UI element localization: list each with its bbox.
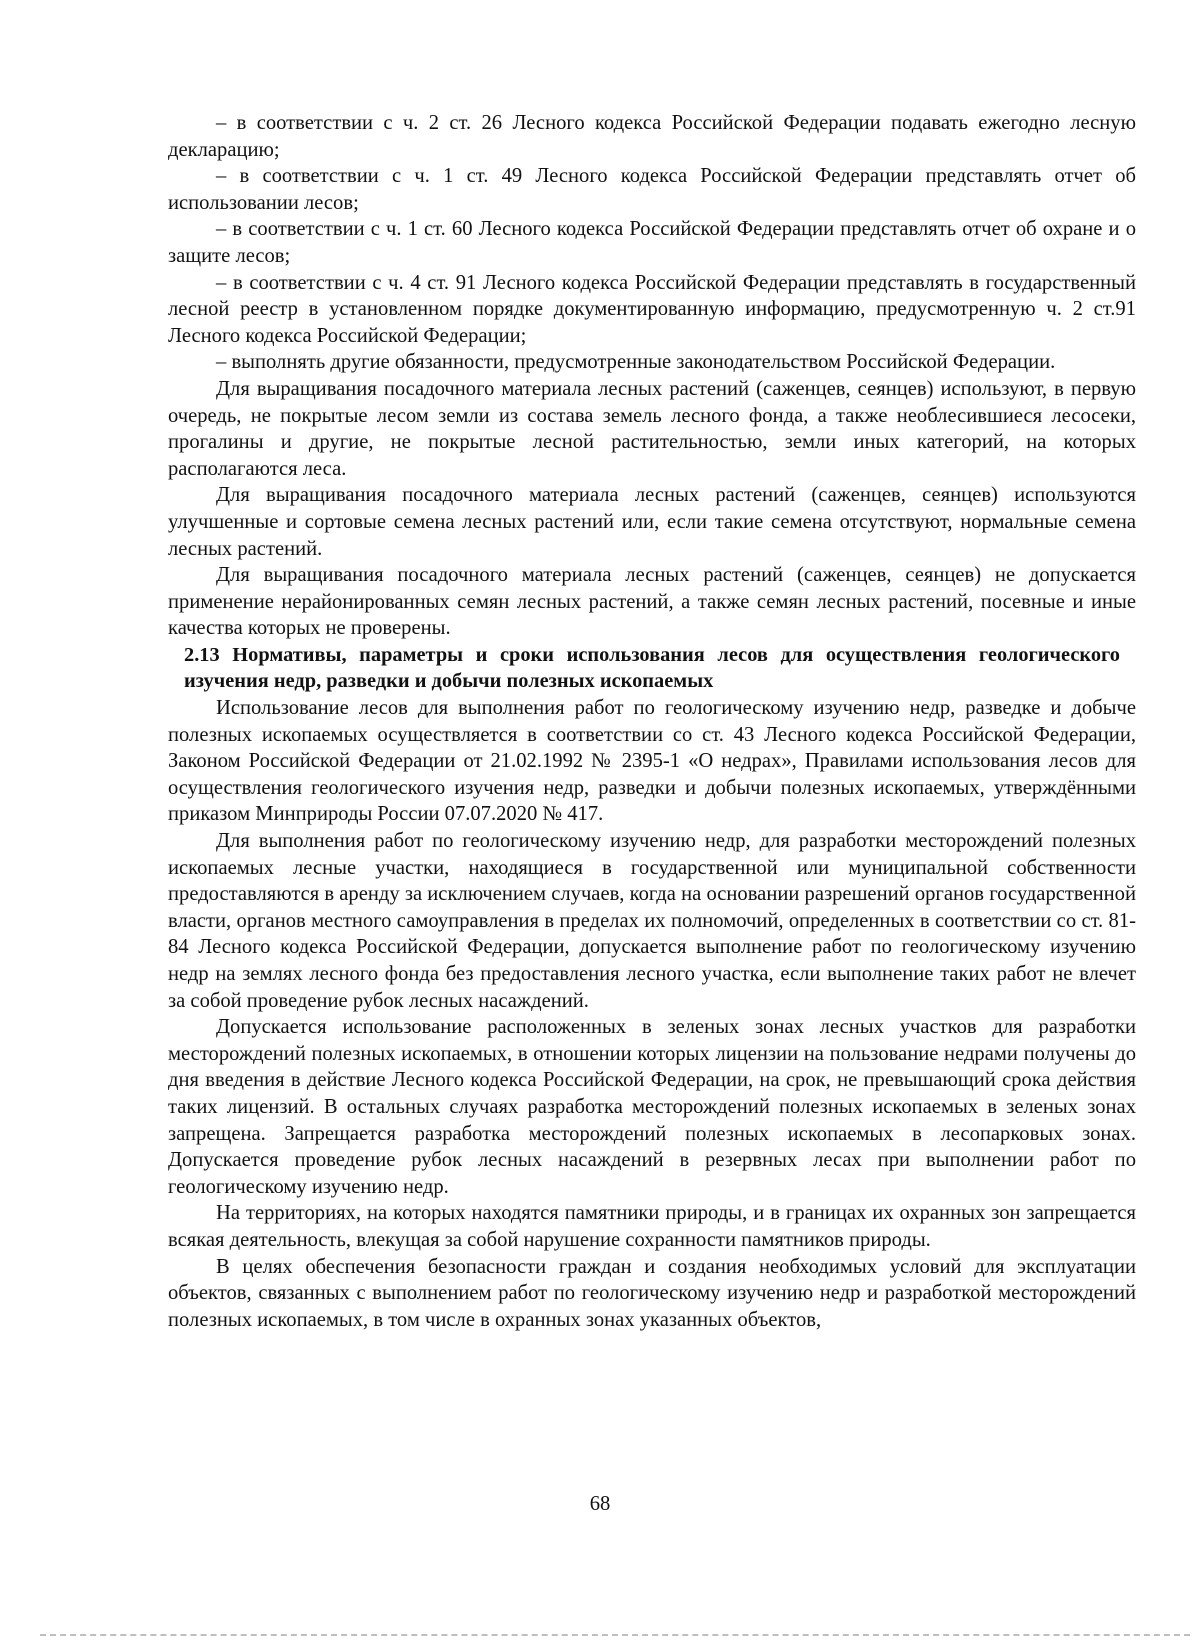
paragraph-bezopasnost: В целях обеспечения безопасности граждан и создания необходимых условий для эксплуатации объектов, связанных с выполнением работ по геологическому изучению недр и разработкой месторождений полезных ископаемых, в том числе в охранных зонах указанных объектов, — [168, 1255, 1136, 1331]
paragraph-lesnoy-reestr: – в соответствии с ч. 4 ст. 91 Лесного кодекса Российской Федерации представлять в государственный лесной реестр в установленном порядке документированную информацию, предусмотренную ч. 2 ст.91 Лесного кодекса Российской Федерации; — [168, 271, 1136, 347]
paragraph-pamyatniki-prirody: На территориях, на которых находятся памятники природы, и в границах их охранных зон запрещается всякая деятельность, влекущая за собой нарушение сохранности памятников природы. — [168, 1202, 1136, 1251]
document-page — [168, 110, 1136, 1333]
paragraph-predostavlenie-uchastkov: Для выполнения работ по геологическому изучению недр, для разработки месторождений полезных ископаемых лесные участки, находящиеся в государственной или муниципальной собственности предоставляются в аренду за исключением случаев, когда на основании разрешений органов государственной власти, органов местного самоуправления в пределах их полномочий, определенных в соответствии со ст. 81-84 Лесного кодекса Российской Федерации, допускается выполнение работ по геологическому изучению недр на землях лесного фонда без предоставления лесного участка, если выполнение таких работ не влечет за собой проведение рубок лесных насаждений. — [168, 830, 1136, 1012]
paragraph-ispolzovanie-lesov: Использование лесов для выполнения работ по геологическому изучению недр, разведке и добыче полезных ископаемых осуществляется в соответствии со ст. 43 Лесного кодекса Российской Федерации, Законом Российской Федерации от 21.02.1992 № 2395-1 «О недрах», Правилами использования лесов для осуществления геологического изучения недр, разведки и добычи полезных ископаемых, утверждёнными приказом Минприроды России 07.07.2020 № 417. — [168, 697, 1136, 826]
paragraph-otchet-ohrana: – в соответствии с ч. 1 ст. 60 Лесного кодекса Российской Федерации представлять отчет об охране и о защите лесов; — [168, 218, 1136, 267]
paragraph-drugie-obyazannosti: – выполнять другие обязанности, предусмотренные законодательством Российской Федерации. — [216, 351, 1056, 374]
paragraph-zelenye-zony: Допускается использование расположенных в зеленых зонах лесных участков для разработки месторождений полезных ископаемых, в отношении которых лицензии на пользование недрами получены до дня введения в действие Лесного кодекса Российской Федерации, на срок, не превышающий срока действия таких лицензий. В остальных случаях разработка месторождений полезных ископаемых в зеленых зонах запрещена. Запрещается разработка месторождений полезных ископаемых в лесопарковых зонах. Допускается проведение рубок лесных насаждений в резервных лесах при выполнении работ по геологическому изучению недр. — [168, 1016, 1136, 1198]
page-number: 68 — [589, 1493, 611, 1515]
paragraph-lesnaya-deklaraciya: – в соответствии с ч. 2 ст. 26 Лесного кодекса Российской Федерации подавать ежегодно лесную декларацию; — [168, 112, 1136, 161]
paragraph-nerayonirovannye-semena: Для выращивания посадочного материала лесных растений (саженцев, сеянцев) не допускается применение нерайонированных семян лесных растений, а также семян лесных растений, посевные и иные качества которых не проверены. — [168, 564, 1136, 640]
section-heading: 2.13 Нормативы, параметры и сроки использования лесов для осуществления геологического изучения недр, разведки и добычи полезных ископаемых — [184, 643, 1120, 693]
paragraph-semena: Для выращивания посадочного материала лесных растений (саженцев, сеянцев) используются улучшенные и сортовые семена лесных растений или, если такие семена отсутствуют, нормальные семена лесных растений. — [168, 484, 1136, 560]
paragraph-zemli-dlya-vyrashivaniya: Для выращивания посадочного материала лесных растений (саженцев, сеянцев) используют, в первую очередь, не покрытые лесом земли из состава земель лесного фонда, а также необлесившиеся лесосеки, прогалины и другие, не покрытые лесной растительностью, земли иных категорий, на которых располагаются леса. — [168, 377, 1136, 480]
paragraph-otchet-ispolzovanie: – в соответствии с ч. 1 ст. 49 Лесного кодекса Российской Федерации представлять отчет об использовании лесов; — [168, 165, 1136, 214]
scan-edge-divider — [40, 1634, 1190, 1636]
